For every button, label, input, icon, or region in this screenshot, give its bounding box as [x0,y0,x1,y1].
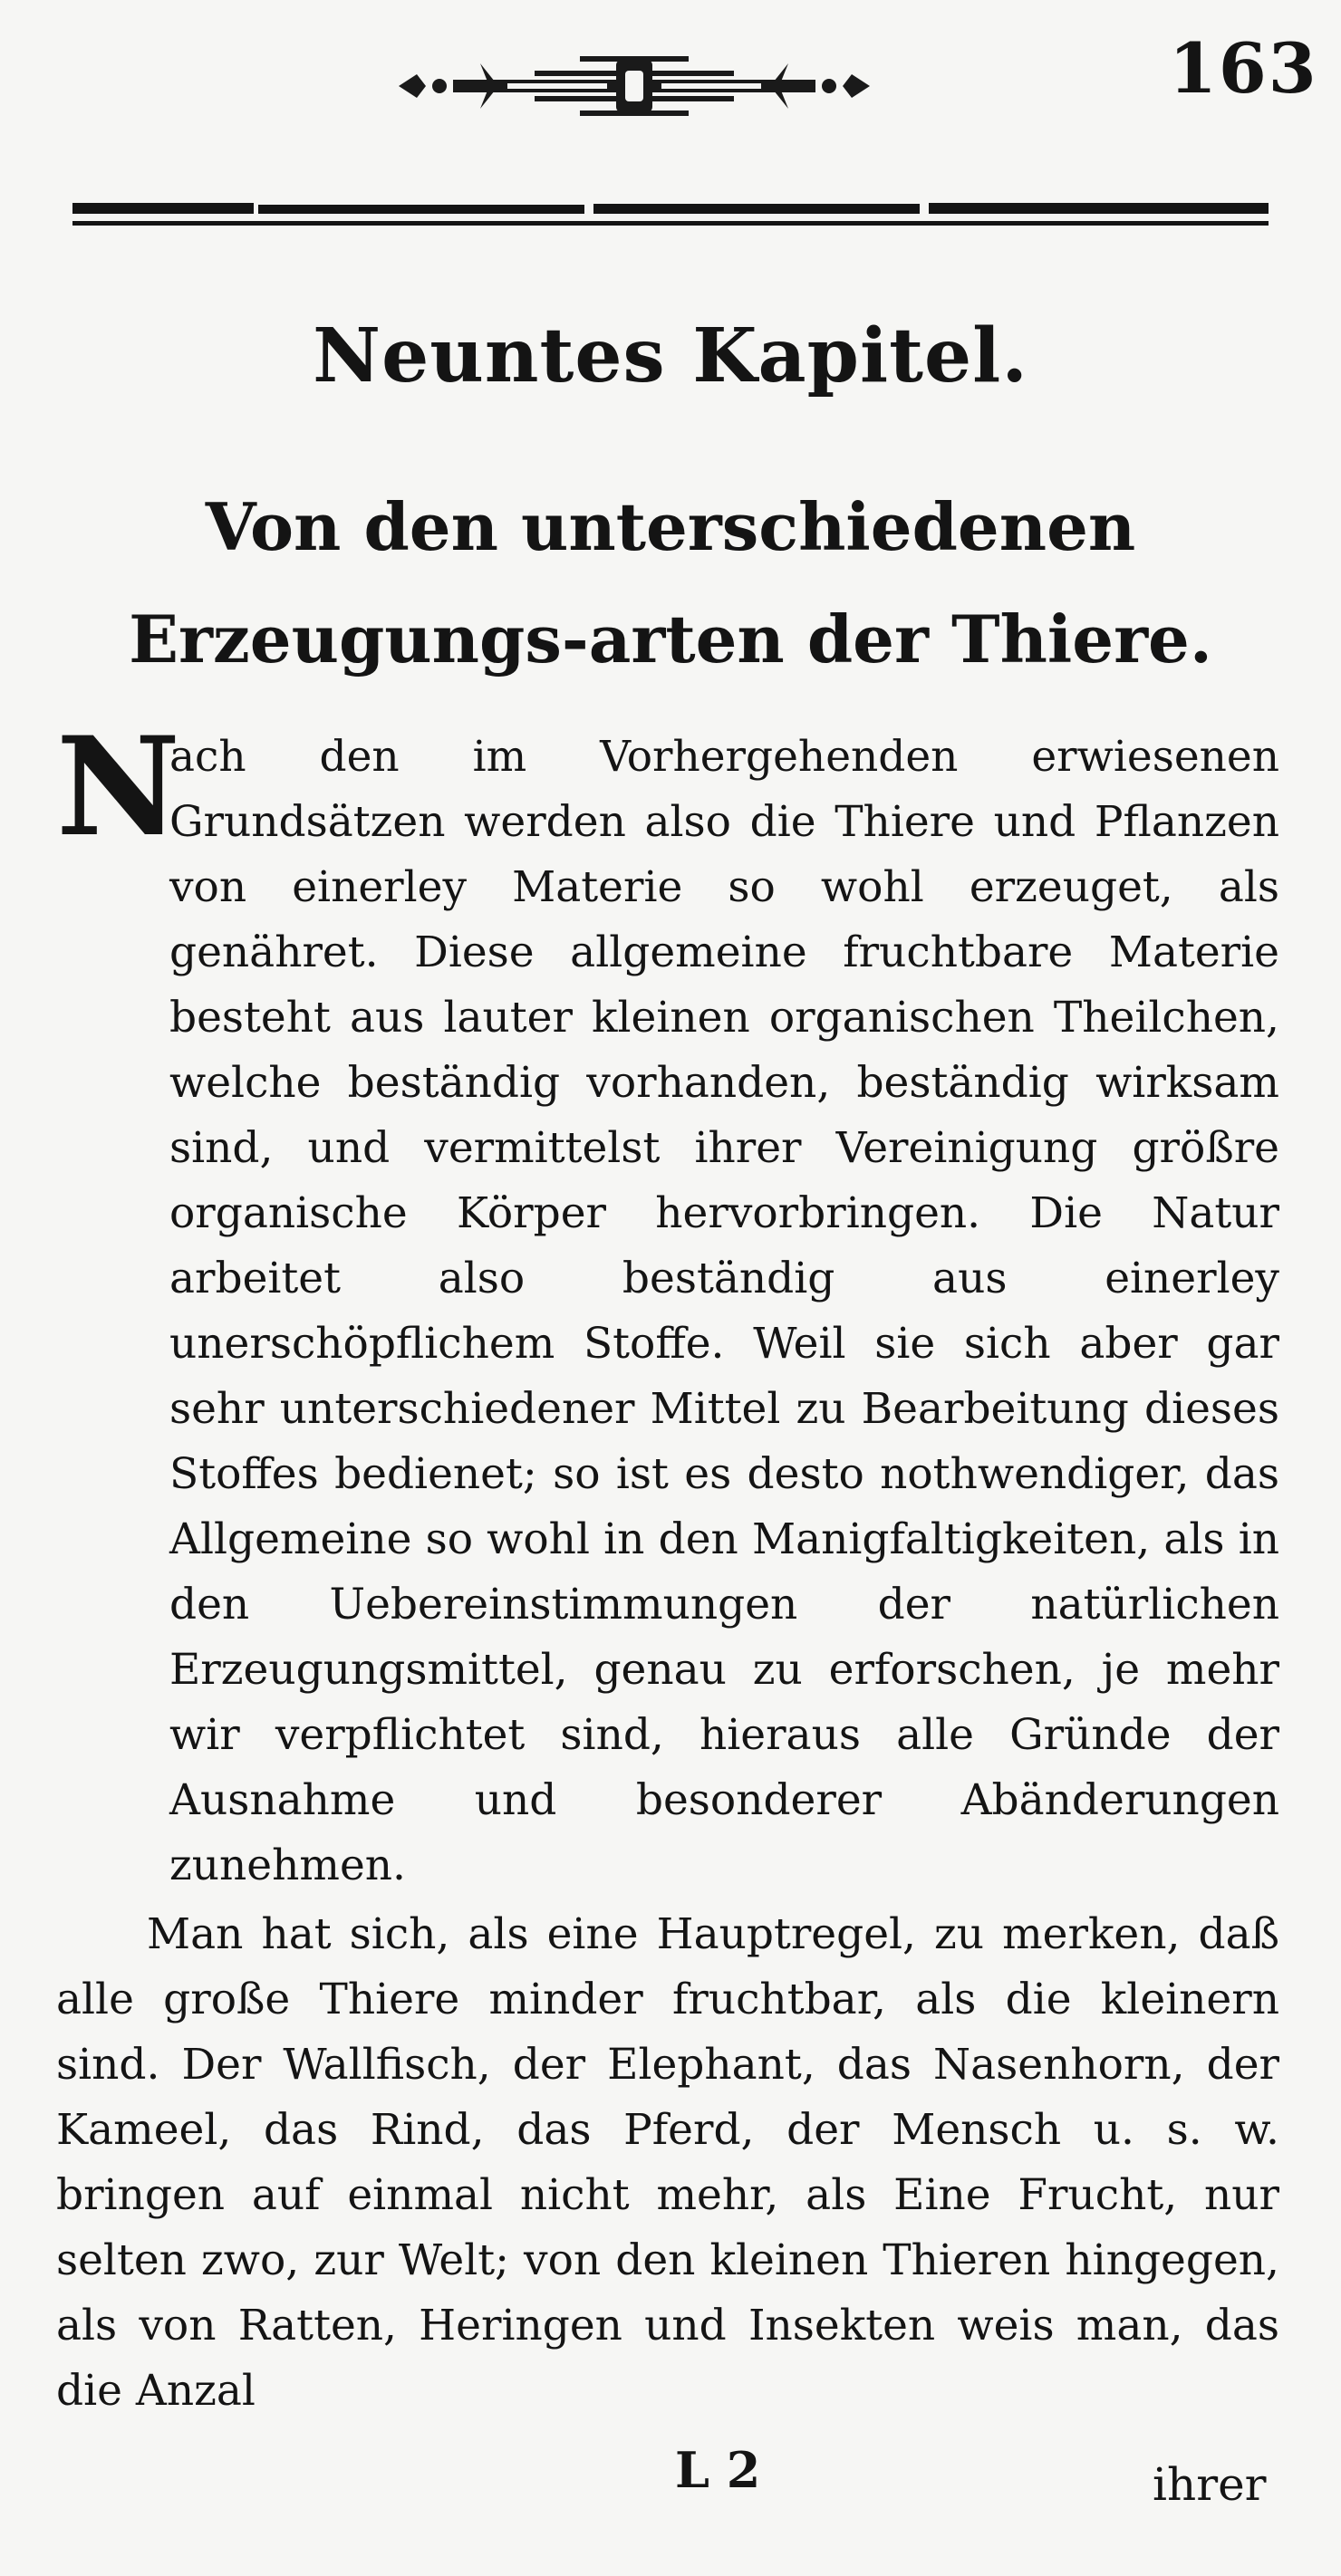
chapter-subtitle: Von den unterschiedenen Erzeugungs-arten der Thiere. [129,488,1212,678]
page-number: 163 [1169,28,1318,109]
signature-mark: L 2 [675,2441,761,2499]
catchword: ihrer [1153,2458,1267,2511]
paragraph-1 [56,707,1279,1898]
ornament-band-icon [399,54,870,118]
double-rule-icon [72,201,1269,232]
drop-cap-initial: N [56,707,181,867]
paragraph-2: Man hat sich, als eine Hauptregel, zu merken, daß alle große Thiere minder fruchtbar, als die kleinern sind. Der Wallfisch, der Elephant, das Nasenhorn, der Kameel, das Rind, das Pferd, der Mensch u. s. w. bringen auf einmal nicht mehr, als Eine Frucht, nur selten zwo, zur Welt; von den kleinen Thieren hingegen, als von Ratten, Heringen und Insekten weis man, das die Anzal [56,1909,1279,2416]
chapter-title: Neuntes Kapitel. [313,312,1028,399]
paragraph-1-text: ach den im Vorhergehenden erwiesenen Grundsätzen werden also die Thiere und Pflanzen von einerley Materie so wohl erzeuget, als genähret. Diese allgemeine fruchtbare Materie besteht aus lauter kleinen organischen Theilchen, welche beständig vorhanden, beständig wirksam sind, und vermittelst ihrer Vereinigung größre organische Körper hervorbringen. Die Natur arbeitet also beständig aus einerley unerschöpflichem Stoffe. Weil sie sich aber gar sehr unterschiedener Mittel zu Bearbeitung dieses Stoffes bedienet; so ist es desto nothwendiger, das Allgemeine so wohl in den Manigfaltigkeiten, als in den Uebereinstimmungen der natürlichen Erzeugungsmittel, genau zu erforschen, je mehr wir verpflichtet sind, hieraus alle Gründe der Ausnahme und besonderer Abänderungen zunehmen. [169,732,1279,1890]
